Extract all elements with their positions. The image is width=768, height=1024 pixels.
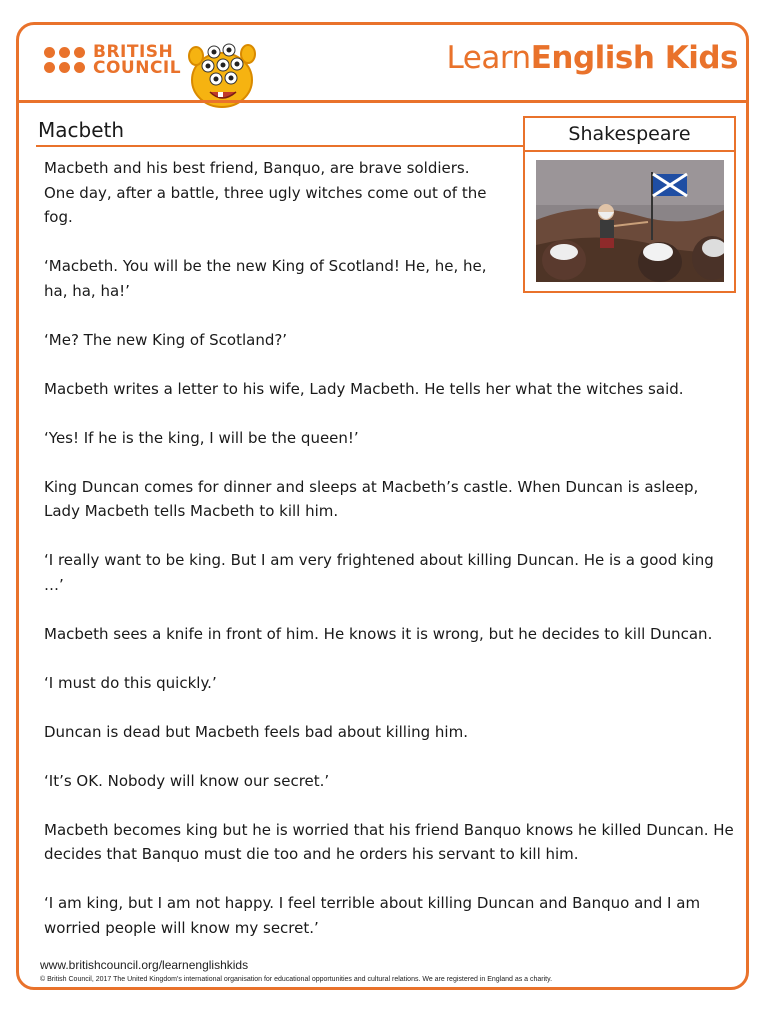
story-paragraph: ‘I really want to be king. But I am very frightened about killing Duncan. He is a good king …’: [44, 551, 714, 594]
story-text: [44, 156, 734, 965]
british-council-logo: [44, 44, 181, 76]
british-council-line1: BRITISH: [93, 42, 174, 62]
story-paragraph: King Duncan comes for dinner and sleeps at Macbeth’s castle. When Duncan is asleep, Lady Macbeth tells Macbeth to kill him.: [44, 477, 699, 520]
story-paragraph: ‘I am king, but I am not happy. I feel terrible about killing Duncan and Banquo and I am worried people will know my secret.’: [44, 894, 701, 937]
logo-english-kids: English Kids: [530, 40, 738, 76]
footer-url: www.britishcouncil.org/learnenglishkids: [40, 958, 249, 972]
category-label: Shakespeare: [523, 116, 736, 152]
story-paragraph: Macbeth sees a knife in front of him. He knows it is wrong, but he decides to kill Duncan.: [44, 624, 713, 643]
story-paragraph: ‘Macbeth. You will be the new King of Scotland! He, he, he, ha, ha, ha!’: [44, 257, 487, 300]
footer-copyright: © British Council, 2017 The United Kingdom’s international organisation for educational opportunities and cultural relations. We are registered in England as a charity.: [40, 976, 553, 983]
header-divider: [19, 100, 746, 103]
story-paragraph: ‘It’s OK. Nobody will know our secret.’: [44, 771, 330, 790]
story-paragraph: Macbeth becomes king but he is worried that his friend Banquo knows he killed Duncan. He decides that Banquo must die too and he orders his servant to kill him.: [44, 820, 734, 863]
story-paragraph: ‘Yes! If he is the king, I will be the queen!’: [44, 428, 359, 447]
british-council-dots-icon: [44, 47, 85, 73]
page-title: Macbeth: [38, 118, 125, 142]
logo-learn: Learn: [446, 40, 531, 76]
story-paragraph: ‘Me? The new King of Scotland?’: [44, 330, 288, 349]
learnenglish-kids-logo: [447, 40, 738, 76]
british-council-line2: COUNCIL: [93, 58, 182, 78]
title-underline: [36, 145, 524, 147]
story-paragraph: Macbeth and his best friend, Banquo, are brave soldiers. One day, after a battle, three ugly witches come out of the fog.: [44, 159, 487, 226]
story-paragraph: ‘I must do this quickly.’: [44, 673, 217, 692]
story-paragraph: Duncan is dead but Macbeth feels bad about killing him.: [44, 722, 468, 741]
story-paragraph: Macbeth writes a letter to his wife, Lady Macbeth. He tells her what the witches said.: [44, 379, 684, 398]
